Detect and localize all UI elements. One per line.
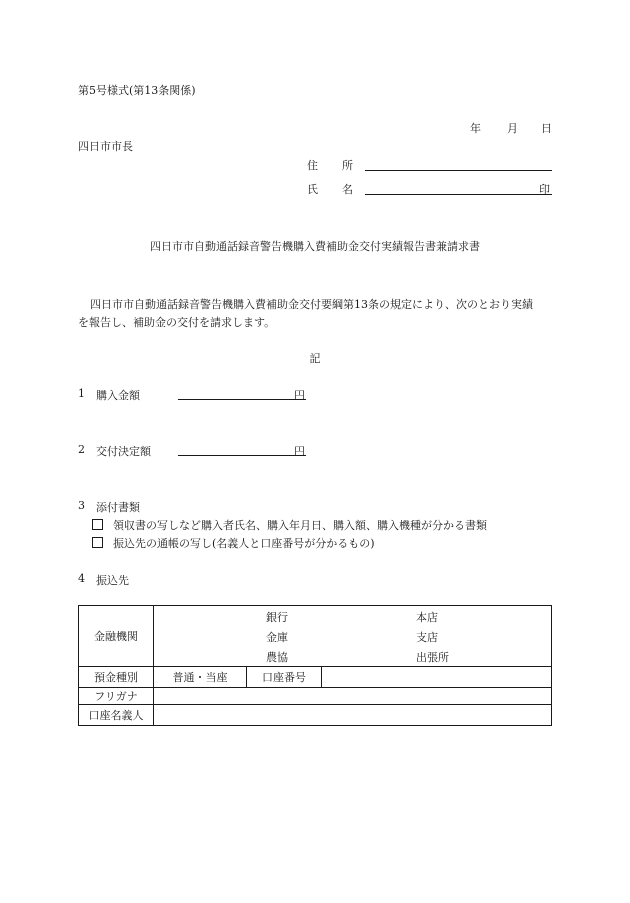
institution-label: 金融機関 [79, 606, 154, 667]
bank-type-shinkin: 金庫 [266, 631, 288, 644]
addressee: 四日市市長 [78, 140, 133, 153]
institution-row [79, 606, 552, 667]
attachment-item-2[interactable] [92, 535, 375, 551]
furigana-field[interactable] [154, 688, 552, 705]
name-field-line[interactable] [365, 194, 552, 195]
furigana-label: フリガナ [79, 688, 154, 705]
branch-type-branch: 支店 [416, 631, 438, 644]
address-label-2: 所 [342, 159, 353, 172]
item-4-number: 4 [78, 572, 85, 585]
document-title: 四日市市自動通話録音警告機購入費補助金交付実績報告書兼請求書 [150, 240, 480, 253]
bank-info-table [78, 605, 552, 726]
date-year-label: 年 [470, 122, 481, 135]
attachment-item-1-label: 領収書の写しなど購入者氏名、購入年月日、購入額、購入機種が分かる書類 [113, 519, 487, 532]
item-1-unit: 円 [294, 389, 305, 402]
furigana-row [79, 688, 552, 705]
item-2-number: 2 [78, 443, 85, 456]
account-type-label: 預金種別 [79, 667, 154, 688]
account-type-value[interactable]: 普通・当座 [154, 667, 247, 688]
item-3-number: 3 [78, 499, 85, 512]
name-label-1: 氏 [307, 183, 318, 196]
item-2-label: 交付決定額 [96, 445, 151, 458]
branch-type-head: 本店 [416, 611, 438, 624]
item-2-unit: 円 [294, 445, 305, 458]
address-field-line[interactable] [365, 170, 552, 171]
item-3-label: 添付書類 [96, 501, 140, 514]
item-1-label: 購入金額 [96, 389, 140, 402]
item-4-label: 振込先 [96, 574, 129, 587]
decision-amount-line[interactable] [178, 455, 306, 456]
body-text-line-2: を報告し、補助金の交付を請求します。 [78, 316, 276, 329]
holder-field[interactable] [154, 705, 552, 726]
account-type-row [79, 667, 552, 688]
address-label-1: 住 [307, 159, 318, 172]
seal-mark: 印 [539, 183, 550, 196]
purchase-amount-line[interactable] [178, 399, 306, 400]
account-number-field[interactable] [322, 667, 552, 688]
institution-field[interactable] [154, 606, 552, 667]
bank-type-bank: 銀行 [266, 611, 288, 624]
date-day-label: 日 [541, 122, 552, 135]
attachment-item-1[interactable] [92, 517, 487, 533]
body-text-line-1: 四日市市自動通話録音警告機購入費補助金交付要綱第13条の規定により、次のとおり実績 [90, 298, 533, 311]
holder-row [79, 705, 552, 726]
branch-type-sub: 出張所 [416, 651, 449, 664]
date-month-label: 月 [507, 122, 518, 135]
ki-heading: 記 [309, 352, 321, 365]
holder-label: 口座名義人 [79, 705, 154, 726]
form-number: 第5号様式(第13条関係) [78, 84, 196, 97]
account-number-label: 口座番号 [247, 667, 322, 688]
checkbox-icon[interactable] [92, 537, 103, 548]
checkbox-icon[interactable] [92, 519, 103, 530]
item-1-number: 1 [78, 387, 85, 400]
name-label-2: 名 [342, 183, 353, 196]
attachment-item-2-label: 振込先の通帳の写し(名義人と口座番号が分かるもの) [113, 537, 375, 550]
bank-type-nokyo: 農協 [266, 651, 288, 664]
